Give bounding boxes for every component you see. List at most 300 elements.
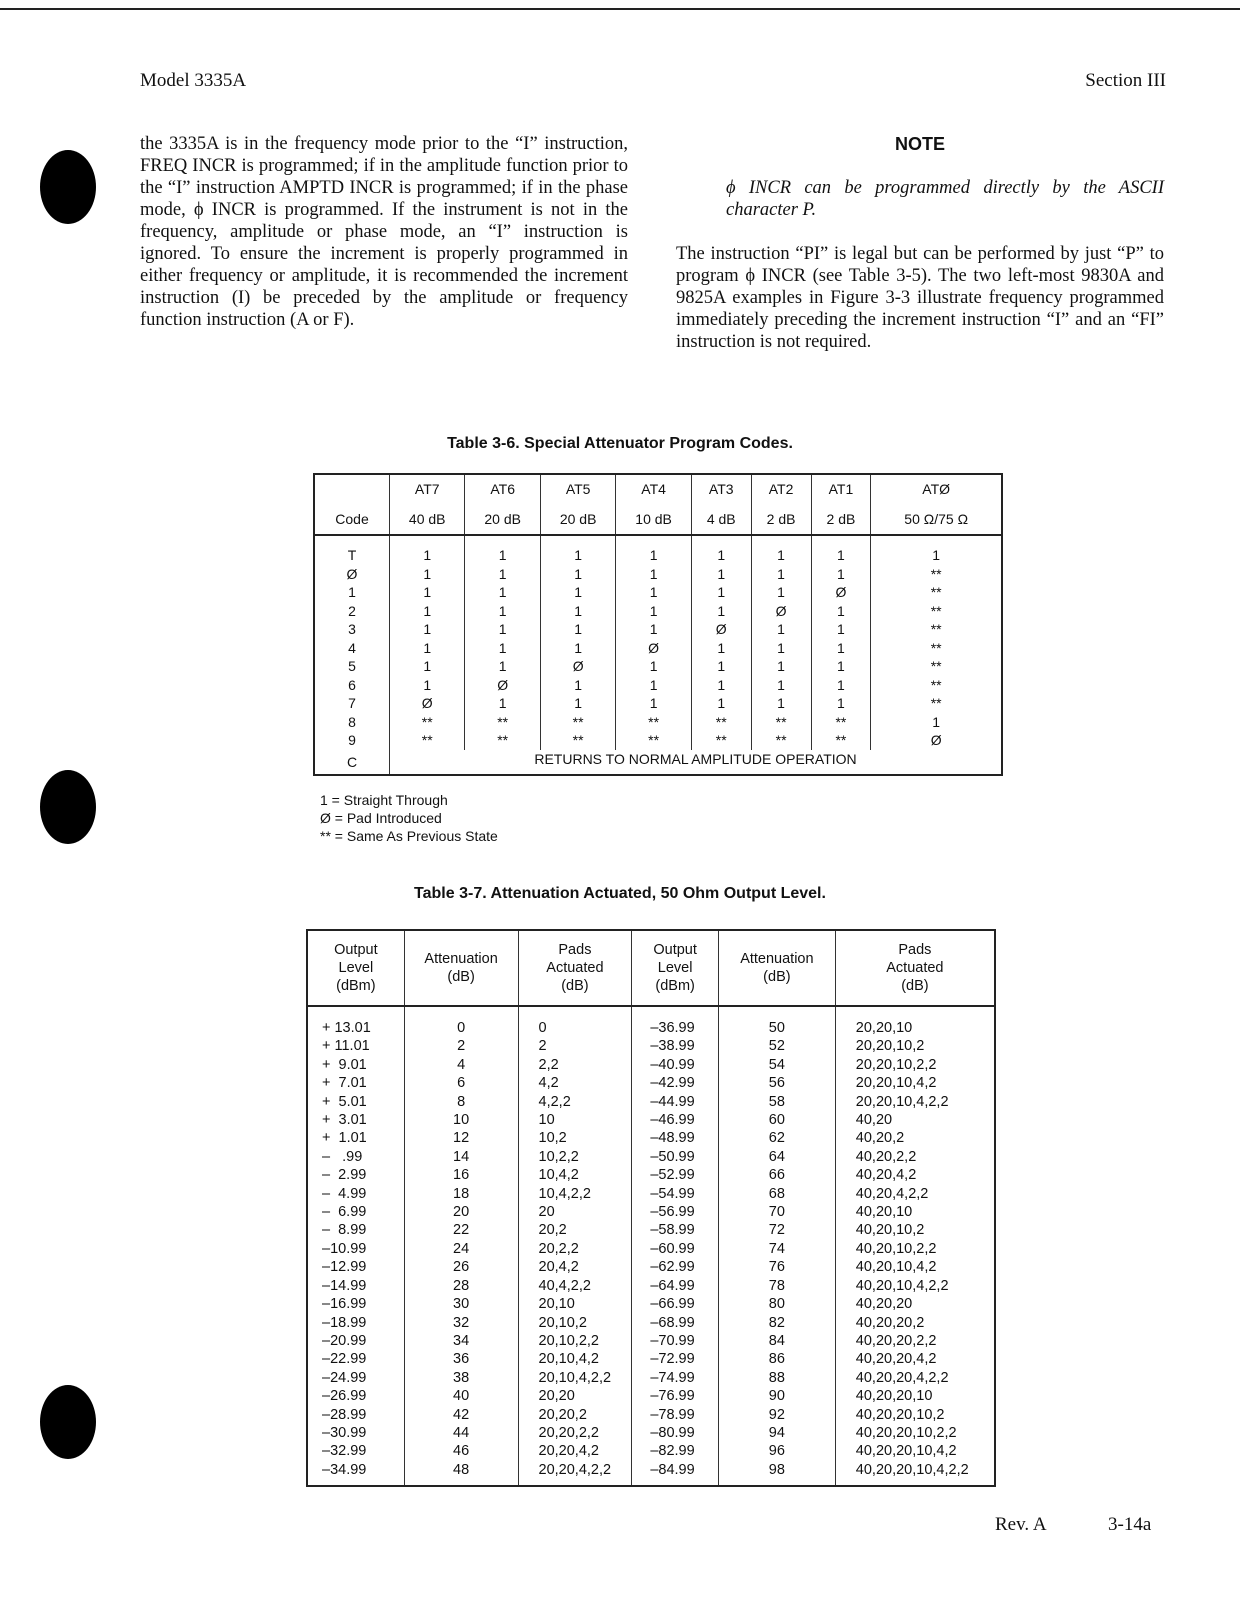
attenuation-cell: 42 <box>404 1406 518 1424</box>
pads-cell: 40,20,20,10,4,2 <box>835 1442 995 1460</box>
attenuator-name: AT2 <box>751 474 811 504</box>
pads-cell: 10,2,2 <box>518 1148 632 1166</box>
output-level-cell: –18.99 <box>307 1314 404 1332</box>
attenuation-cell: 18 <box>404 1185 518 1203</box>
pads-cell: 20,20,2 <box>518 1406 632 1424</box>
table-row <box>314 731 1002 750</box>
table-row <box>307 1056 995 1074</box>
table-row <box>307 1332 995 1350</box>
table-row <box>314 750 1002 776</box>
attenuator-name: AT7 <box>390 474 465 504</box>
table-row <box>307 1185 995 1203</box>
table-row <box>307 1203 995 1221</box>
table-row <box>307 1442 995 1460</box>
state-cell: 1 <box>540 676 615 695</box>
attenuation-cell: 36 <box>404 1350 518 1368</box>
code-cell: 3 <box>314 620 390 639</box>
table-row <box>307 1258 995 1276</box>
attenuation-cell: 78 <box>718 1277 835 1295</box>
state-cell: ** <box>465 713 540 732</box>
attenuator-name: ATØ <box>871 474 1002 504</box>
output-level-cell: –26.99 <box>307 1387 404 1405</box>
pads-cell: 20,20,10,2,2 <box>835 1056 995 1074</box>
attenuator-value: 2 dB <box>811 504 871 535</box>
binder-hole <box>40 770 96 844</box>
state-cell: 1 <box>465 657 540 676</box>
state-cell: ** <box>811 731 871 750</box>
code-cell: 1 <box>314 583 390 602</box>
state-cell: 1 <box>751 657 811 676</box>
attenuator-codes-table <box>313 473 1003 776</box>
state-cell: 1 <box>811 676 871 695</box>
code-cell: T <box>314 535 390 565</box>
state-cell: 1 <box>616 620 691 639</box>
state-cell: 1 <box>751 565 811 584</box>
attenuation-cell: 70 <box>718 1203 835 1221</box>
binder-hole <box>40 150 96 224</box>
code-header-cell <box>314 474 390 504</box>
output-level-cell: –78.99 <box>632 1406 719 1424</box>
output-level-cell: –22.99 <box>307 1350 404 1368</box>
output-level-cell: –28.99 <box>307 1406 404 1424</box>
state-cell: 1 <box>751 620 811 639</box>
pads-cell: 20,10,4,2 <box>518 1350 632 1368</box>
state-cell: 1 <box>811 694 871 713</box>
table-row <box>314 676 1002 695</box>
right-paragraph: The instruction “PI” is legal but can be performed by just “P” to program ϕ INCR (see Table 3-5). The two left-most 9830A and 9825A examples in Figure 3-3 illustrate frequency programmed immediately preceding the increment instruction “I” and an “FI” instruction is not required. <box>676 244 1164 352</box>
state-cell: ** <box>465 731 540 750</box>
table-row <box>307 1277 995 1295</box>
state-cell: 1 <box>465 565 540 584</box>
state-cell: 1 <box>691 535 751 565</box>
pads-cell: 4,2 <box>518 1074 632 1092</box>
code-cell: 7 <box>314 694 390 713</box>
table36-legend <box>320 791 498 845</box>
attenuation-cell: 2 <box>404 1037 518 1055</box>
table-row <box>307 1424 995 1442</box>
pads-cell: 40,4,2,2 <box>518 1277 632 1295</box>
pads-cell: 20,4,2 <box>518 1258 632 1276</box>
state-cell: 1 <box>751 676 811 695</box>
attenuation-cell: 28 <box>404 1277 518 1295</box>
table-row <box>307 1240 995 1258</box>
code-cell: 9 <box>314 731 390 750</box>
state-cell: 1 <box>691 583 751 602</box>
table-row <box>307 1369 995 1387</box>
state-cell: 1 <box>616 565 691 584</box>
state-cell: 1 <box>811 535 871 565</box>
left-paragraph: the 3335A is in the frequency mode prior to the “I” instruction, FREQ INCR is programmed; if in the amplitude function prior to the “I” instruction AMPTD INCR is programmed; if in the phase mode, ϕ INCR is programmed. If the instrument is not in the frequency, amplitude or phase mode, an “I” instruction is ignored. To ensure the increment is properly programmed in either frequency or amplitude, it is recommended the increment instruction (I) be preceded by the amplitude or frequency function instruction (A or F). <box>140 134 628 330</box>
state-cell: 1 <box>390 565 465 584</box>
column-header <box>632 930 719 1006</box>
attenuation-cell: 98 <box>718 1461 835 1486</box>
pads-cell: 20 <box>518 1203 632 1221</box>
attenuation-cell: 44 <box>404 1424 518 1442</box>
state-cell: 1 <box>811 565 871 584</box>
attenuator-name: AT3 <box>691 474 751 504</box>
attenuator-value: 20 dB <box>540 504 615 535</box>
pads-cell: 40,20,20,10,2,2 <box>835 1424 995 1442</box>
legend-item: 1 = Straight Through <box>320 792 448 808</box>
pads-cell: 20,20,2,2 <box>518 1424 632 1442</box>
attenuation-cell: 92 <box>718 1406 835 1424</box>
state-cell: 1 <box>691 639 751 658</box>
state-cell: 1 <box>691 694 751 713</box>
output-level-cell: –44.99 <box>632 1093 719 1111</box>
attenuation-cell: 64 <box>718 1148 835 1166</box>
output-level-cell: –84.99 <box>632 1461 719 1486</box>
state-cell: 1 <box>390 620 465 639</box>
table-row <box>307 1006 995 1037</box>
output-level-cell: –74.99 <box>632 1369 719 1387</box>
output-level-cell: – 6.99 <box>307 1203 404 1221</box>
output-level-cell: + 1.01 <box>307 1129 404 1147</box>
state-cell: ** <box>691 713 751 732</box>
table-row <box>314 565 1002 584</box>
column-header <box>718 930 835 1006</box>
state-cell: ** <box>871 639 1002 658</box>
attenuation-cell: 26 <box>404 1258 518 1276</box>
table-row <box>307 1129 995 1147</box>
attenuator-name: AT4 <box>616 474 691 504</box>
table37-caption: Table 3-7. Attenuation Actuated, 50 Ohm Output Level. <box>414 885 826 902</box>
attenuation-cell: 8 <box>404 1093 518 1111</box>
output-level-cell: –48.99 <box>632 1129 719 1147</box>
table-row <box>307 1221 995 1239</box>
pads-cell: 40,20,20 <box>835 1295 995 1313</box>
page-number: 3-14a <box>1108 1514 1152 1535</box>
attenuator-value: 10 dB <box>616 504 691 535</box>
state-cell: 1 <box>390 676 465 695</box>
table-row <box>307 1350 995 1368</box>
pads-cell: 2 <box>518 1037 632 1055</box>
note-body: ϕ INCR can be programmed directly by the ASCII character P. <box>726 178 1164 220</box>
attenuation-cell: 54 <box>718 1056 835 1074</box>
header-line: Level <box>338 960 374 976</box>
state-cell: 1 <box>465 639 540 658</box>
attenuation-cell: 96 <box>718 1442 835 1460</box>
output-level-cell: –50.99 <box>632 1148 719 1166</box>
attenuation-cell: 72 <box>718 1221 835 1239</box>
header-line: Output <box>653 942 697 958</box>
state-cell: 1 <box>390 639 465 658</box>
output-level-cell: – 4.99 <box>307 1185 404 1203</box>
table-row <box>314 694 1002 713</box>
pads-cell: 20,20,4,2,2 <box>518 1461 632 1486</box>
pads-cell: 20,10,4,2,2 <box>518 1369 632 1387</box>
attenuation-cell: 14 <box>404 1148 518 1166</box>
pads-cell: 2,2 <box>518 1056 632 1074</box>
output-level-cell: –56.99 <box>632 1203 719 1221</box>
state-cell: 1 <box>390 535 465 565</box>
output-level-cell: + 13.01 <box>307 1006 404 1037</box>
table-row <box>307 1314 995 1332</box>
state-cell: 1 <box>390 657 465 676</box>
output-level-cell: –34.99 <box>307 1461 404 1486</box>
header-line: (dB) <box>447 969 475 985</box>
state-cell: 1 <box>616 657 691 676</box>
state-cell: ** <box>390 731 465 750</box>
output-level-cell: –80.99 <box>632 1424 719 1442</box>
state-cell: 1 <box>751 583 811 602</box>
table-row <box>307 1074 995 1092</box>
state-cell: Ø <box>540 657 615 676</box>
attenuation-actuated-table <box>306 929 996 1487</box>
attenuation-cell: 60 <box>718 1111 835 1129</box>
pads-cell: 20,20,10,2 <box>835 1037 995 1055</box>
pads-cell: 0 <box>518 1006 632 1037</box>
attenuation-cell: 68 <box>718 1185 835 1203</box>
pads-cell: 20,2,2 <box>518 1240 632 1258</box>
state-cell: ** <box>871 583 1002 602</box>
section-header: Section III <box>1085 70 1166 91</box>
pads-cell: 10,2 <box>518 1129 632 1147</box>
attenuation-cell: 20 <box>404 1203 518 1221</box>
state-cell: 1 <box>540 694 615 713</box>
right-column <box>676 133 1164 353</box>
code-cell: 6 <box>314 676 390 695</box>
state-cell: Ø <box>871 731 1002 750</box>
header-line: (dB) <box>763 969 791 985</box>
state-cell: ** <box>871 565 1002 584</box>
state-cell: ** <box>616 731 691 750</box>
state-cell: 1 <box>691 602 751 621</box>
table-row <box>307 1295 995 1313</box>
state-cell: 1 <box>540 583 615 602</box>
state-cell: 1 <box>691 657 751 676</box>
state-cell: ** <box>751 713 811 732</box>
attenuation-cell: 66 <box>718 1166 835 1184</box>
attenuation-cell: 0 <box>404 1006 518 1037</box>
state-cell: 1 <box>616 583 691 602</box>
output-level-cell: –72.99 <box>632 1350 719 1368</box>
state-cell: 1 <box>465 620 540 639</box>
attenuation-cell: 50 <box>718 1006 835 1037</box>
state-cell: 1 <box>540 565 615 584</box>
state-cell: 1 <box>616 602 691 621</box>
attenuation-cell: 4 <box>404 1056 518 1074</box>
pads-cell: 40,20,20,2,2 <box>835 1332 995 1350</box>
header-line: (dBm) <box>655 978 695 994</box>
state-cell: ** <box>811 713 871 732</box>
attenuation-cell: 38 <box>404 1369 518 1387</box>
output-level-cell: –12.99 <box>307 1258 404 1276</box>
state-cell: ** <box>871 602 1002 621</box>
state-cell: 1 <box>811 602 871 621</box>
state-cell: ** <box>540 713 615 732</box>
pads-cell: 20,20 <box>518 1387 632 1405</box>
state-cell: 1 <box>616 694 691 713</box>
pads-cell: 40,20,10,2,2 <box>835 1240 995 1258</box>
state-cell: ** <box>390 713 465 732</box>
state-cell: 1 <box>390 602 465 621</box>
pads-cell: 40,20,10,4,2 <box>835 1258 995 1276</box>
pads-cell: 20,20,10,4,2 <box>835 1074 995 1092</box>
attenuation-cell: 12 <box>404 1129 518 1147</box>
output-level-cell: –70.99 <box>632 1332 719 1350</box>
attenuation-cell: 46 <box>404 1442 518 1460</box>
state-cell: 1 <box>811 657 871 676</box>
output-level-cell: –14.99 <box>307 1277 404 1295</box>
attenuation-cell: 80 <box>718 1295 835 1313</box>
output-level-cell: –38.99 <box>632 1037 719 1055</box>
state-cell: 1 <box>871 535 1002 565</box>
output-level-cell: – .99 <box>307 1148 404 1166</box>
attenuation-cell: 84 <box>718 1332 835 1350</box>
state-cell: 1 <box>465 535 540 565</box>
header-line: (dB) <box>901 978 929 994</box>
attenuation-cell: 58 <box>718 1093 835 1111</box>
output-level-cell: –54.99 <box>632 1185 719 1203</box>
table-row <box>307 1148 995 1166</box>
output-level-cell: –62.99 <box>632 1258 719 1276</box>
output-level-cell: –82.99 <box>632 1442 719 1460</box>
table-row <box>307 1406 995 1424</box>
state-cell: ** <box>540 731 615 750</box>
attenuation-cell: 90 <box>718 1387 835 1405</box>
table-row <box>307 1166 995 1184</box>
output-level-cell: + 3.01 <box>307 1111 404 1129</box>
pads-cell: 20,20,10,4,2,2 <box>835 1093 995 1111</box>
output-level-cell: –66.99 <box>632 1295 719 1313</box>
output-level-cell: –32.99 <box>307 1442 404 1460</box>
attenuation-cell: 34 <box>404 1332 518 1350</box>
attenuation-cell: 48 <box>404 1461 518 1486</box>
pads-cell: 40,20,4,2 <box>835 1166 995 1184</box>
revision-label: Rev. A <box>995 1514 1047 1535</box>
attenuation-cell: 56 <box>718 1074 835 1092</box>
pads-cell: 40,20,10,4,2,2 <box>835 1277 995 1295</box>
state-cell: 1 <box>691 676 751 695</box>
attenuator-value: 4 dB <box>691 504 751 535</box>
attenuation-cell: 16 <box>404 1166 518 1184</box>
attenuation-cell: 6 <box>404 1074 518 1092</box>
pads-cell: 40,20,20,10,4,2,2 <box>835 1461 995 1486</box>
code-cell: 2 <box>314 602 390 621</box>
output-level-cell: –36.99 <box>632 1006 719 1037</box>
state-cell: 1 <box>465 583 540 602</box>
column-header <box>404 930 518 1006</box>
attenuation-cell: 74 <box>718 1240 835 1258</box>
header-line: Actuated <box>546 960 604 976</box>
binder-hole <box>40 1385 96 1459</box>
code-cell: 5 <box>314 657 390 676</box>
table-row <box>307 1037 995 1055</box>
attenuation-cell: 40 <box>404 1387 518 1405</box>
state-cell: ** <box>871 620 1002 639</box>
pads-cell: 20,20,10 <box>835 1006 995 1037</box>
output-level-cell: – 2.99 <box>307 1166 404 1184</box>
output-level-cell: + 11.01 <box>307 1037 404 1055</box>
table-row <box>307 1111 995 1129</box>
state-cell: 1 <box>465 694 540 713</box>
state-cell: 1 <box>751 694 811 713</box>
model-header: Model 3335A <box>140 70 247 91</box>
table-row <box>314 713 1002 732</box>
legend-item: Ø = Pad Introduced <box>320 810 442 826</box>
output-level-cell: –20.99 <box>307 1332 404 1350</box>
column-header <box>518 930 632 1006</box>
pads-cell: 20,2 <box>518 1221 632 1239</box>
attenuation-cell: 10 <box>404 1111 518 1129</box>
attenuator-value: 20 dB <box>465 504 540 535</box>
code-header: Code <box>314 504 390 535</box>
pads-cell: 10 <box>518 1111 632 1129</box>
table-row <box>307 1387 995 1405</box>
table-row <box>314 620 1002 639</box>
attenuation-cell: 24 <box>404 1240 518 1258</box>
table-row <box>307 1461 995 1486</box>
state-cell: ** <box>871 676 1002 695</box>
state-cell: 1 <box>616 676 691 695</box>
table-row <box>314 657 1002 676</box>
header-line: (dB) <box>561 978 589 994</box>
attenuator-value: 50 Ω/75 Ω <box>871 504 1002 535</box>
table-row <box>314 639 1002 658</box>
header-line: (dBm) <box>336 978 376 994</box>
table-row <box>307 1093 995 1111</box>
attenuation-cell: 76 <box>718 1258 835 1276</box>
output-level-cell: –42.99 <box>632 1074 719 1092</box>
output-level-cell: –40.99 <box>632 1056 719 1074</box>
table-row <box>314 602 1002 621</box>
output-level-cell: + 9.01 <box>307 1056 404 1074</box>
header-line: Attenuation <box>424 951 498 967</box>
header-line: Pads <box>558 942 592 958</box>
header-line: Actuated <box>886 960 944 976</box>
attenuator-value: 2 dB <box>751 504 811 535</box>
state-cell: 1 <box>691 565 751 584</box>
left-column <box>140 133 628 331</box>
pads-cell: 40,20,10 <box>835 1203 995 1221</box>
pads-cell: 40,20,2 <box>835 1129 995 1147</box>
pads-cell: 10,4,2,2 <box>518 1185 632 1203</box>
state-cell: 1 <box>751 639 811 658</box>
state-cell: Ø <box>751 602 811 621</box>
pads-cell: 40,20,20,4,2,2 <box>835 1369 995 1387</box>
state-cell: ** <box>871 657 1002 676</box>
code-cell: 8 <box>314 713 390 732</box>
attenuation-cell: 32 <box>404 1314 518 1332</box>
attenuator-name: AT5 <box>540 474 615 504</box>
pads-cell: 40,20,10,2 <box>835 1221 995 1239</box>
column-header <box>307 930 404 1006</box>
header-line: Pads <box>898 942 932 958</box>
output-level-cell: –76.99 <box>632 1387 719 1405</box>
output-level-cell: –16.99 <box>307 1295 404 1313</box>
code-cell: Ø <box>314 565 390 584</box>
state-cell: 1 <box>540 620 615 639</box>
table-row <box>314 583 1002 602</box>
attenuator-name: AT1 <box>811 474 871 504</box>
code-cell: C <box>314 750 390 776</box>
state-cell: Ø <box>691 620 751 639</box>
code-cell: 4 <box>314 639 390 658</box>
output-level-cell: –10.99 <box>307 1240 404 1258</box>
pads-cell: 40,20,20,2 <box>835 1314 995 1332</box>
state-cell: Ø <box>465 676 540 695</box>
pads-cell: 40,20,20,4,2 <box>835 1350 995 1368</box>
header-line: Output <box>334 942 378 958</box>
attenuation-cell: 52 <box>718 1037 835 1055</box>
state-cell: 1 <box>616 535 691 565</box>
pads-cell: 40,20,2,2 <box>835 1148 995 1166</box>
attenuation-cell: 82 <box>718 1314 835 1332</box>
pads-cell: 10,4,2 <box>518 1166 632 1184</box>
state-cell: Ø <box>811 583 871 602</box>
output-level-cell: –46.99 <box>632 1111 719 1129</box>
attenuation-cell: 86 <box>718 1350 835 1368</box>
